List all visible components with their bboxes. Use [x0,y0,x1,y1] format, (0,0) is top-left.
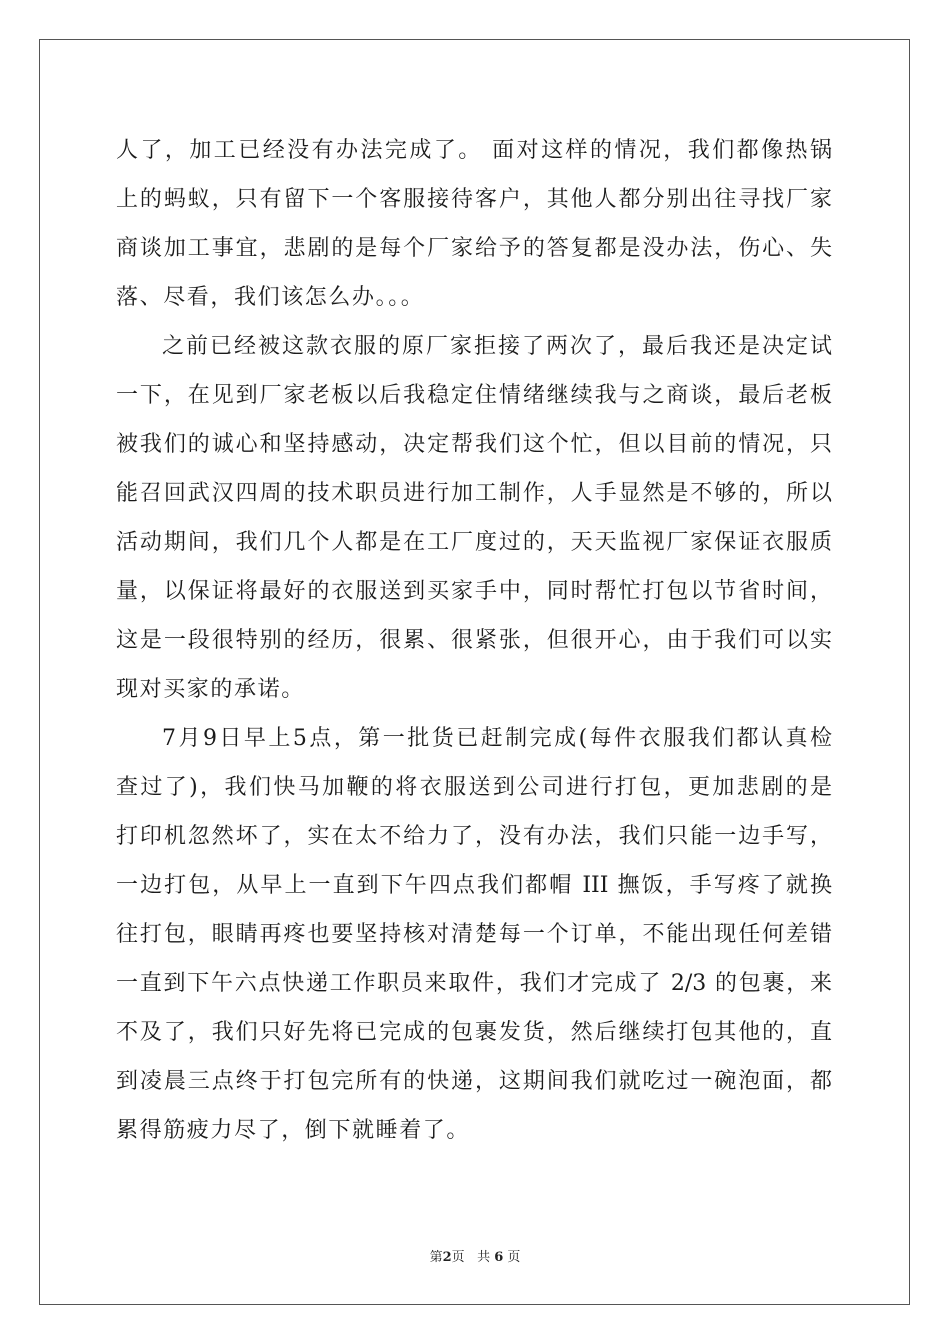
total-suffix: 页 [507,1250,521,1265]
total-prefix: 共 [477,1250,491,1265]
text-line: 活动期间，我们几个人都是在工厂度过的，天天监视厂家保证衣服质 [116,530,832,555]
text-line: 之前已经被这款衣服的原厂家拒接了两次了，最后我还是决定试 [162,334,832,359]
page-suffix: 页 [451,1250,465,1265]
text-line: 一直到下午六点快递工作职员来取件，我们才完成了 2/3 的包裹，来 [116,971,832,996]
text-line: 打印机忽然坏了，实在太不给力了，没有办法，我们只能一边手写， [116,824,832,849]
text-line: 商谈加工事宜，悲剧的是每个厂家给予的答复都是没办法，伤心、失 [116,236,832,261]
text-line: 上的蚂蚁，只有留下一个客服接待客户，其他人都分别出往寻找厂家 [116,187,832,212]
text-line: 到凌晨三点终于打包完所有的快递，这期间我们就吃过一碗泡面，都 [116,1069,832,1094]
text-line: 一下，在见到厂家老板以后我稳定住情绪继续我与之商谈，最后老板 [116,383,832,408]
text-line: 量，以保证将最好的衣服送到买家手中，同时帮忙打包以节省时间， [116,579,832,604]
total-pages: 6 [494,1250,504,1265]
text-line: 人了，加工已经没有办法完成了。 面对这样的情况，我们都像热锅 [116,138,832,163]
document-body [116,126,832,1155]
page-prefix: 第 [429,1250,443,1265]
page-number: 2 [442,1250,452,1265]
text-line: 不及了，我们只好先将已完成的包裹发货，然后继续打包其他的，直 [116,1020,832,1045]
text-line: 能召回武汉四周的技术职员进行加工制作，人手显然是不够的，所以 [116,481,832,506]
text-line: 7月9日早上5点，第一批货已赶制完成(每件衣服我们都认真检 [162,726,832,751]
text-line: 被我们的诚心和坚持感动，决定帮我们这个忙，但以目前的情况，只 [116,432,832,457]
page-footer [0,1246,950,1265]
text-line: 这是一段很特别的经历，很累、很紧张，但很开心，由于我们可以实 [116,628,832,653]
text-line: 累得筋疲力尽了，倒下就睡着了。 [116,1118,471,1143]
text-line: 落、尽看，我们该怎么办。。。 [116,285,425,310]
text-line: 查过了)，我们快马加鞭的将衣服送到公司进行打包，更加悲剧的是 [116,775,832,800]
text-line: 往打包，眼睛再疼也要坚持核对清楚每一个订单，不能出现任何差错 [116,922,832,947]
text-line: 一边打包，从早上一直到下午四点我们都帽 III 撫饭，手写疼了就换 [116,873,832,898]
text-line: 现对买家的承诺。 [116,677,305,702]
